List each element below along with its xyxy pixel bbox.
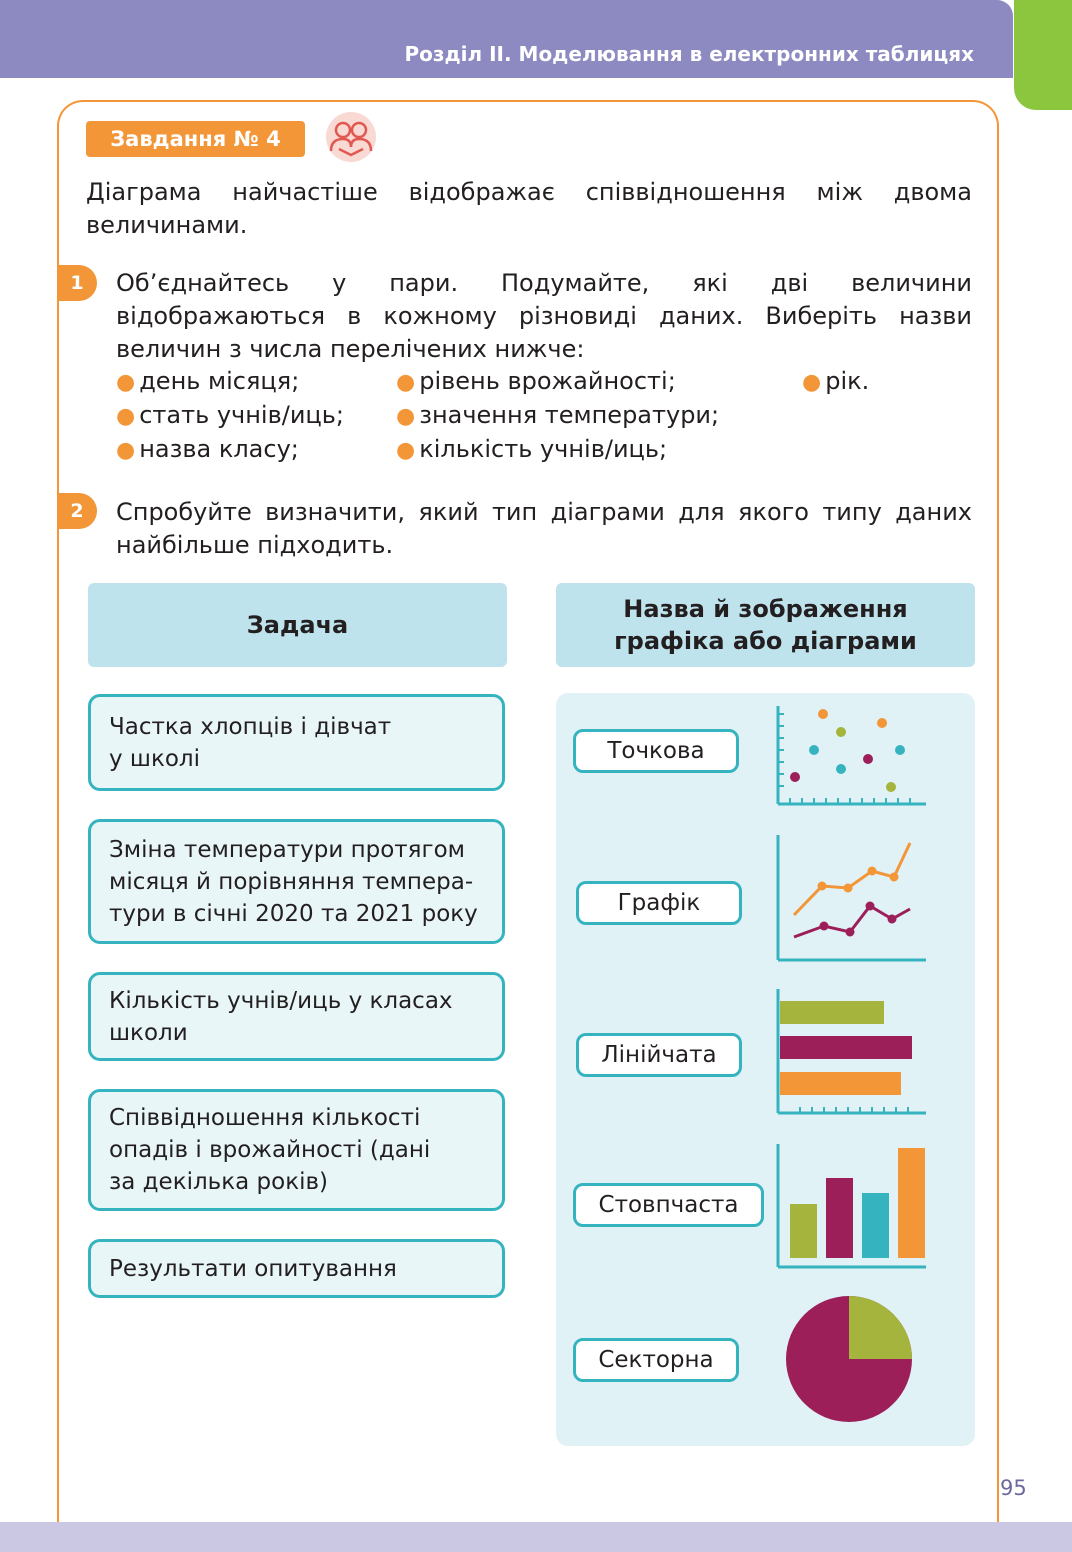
footer-bar (0, 1522, 1072, 1552)
chart-label-scatter[interactable]: Точкова (573, 729, 739, 773)
bar-magenta (780, 1036, 912, 1059)
scatter-point (790, 772, 800, 782)
chart-label-line[interactable]: Графік (576, 881, 742, 925)
chapter-tab (1014, 0, 1072, 110)
list-item: ● значення температури; (396, 401, 720, 429)
bullet-list-2 (396, 365, 719, 467)
step-2-text: Спробуйте визначити, який тип діаграми для якого типу даних найбільше підходить. (116, 498, 972, 559)
scatter-point (836, 727, 846, 737)
task-card-1[interactable]: Частка хлопців і дівчат у школі (88, 694, 505, 791)
step-1-number: 1 (57, 265, 97, 301)
bar-orange (780, 1072, 901, 1095)
line-chart-illustration (770, 833, 930, 963)
list-item: ● назва класу; (116, 435, 299, 463)
list-item: ● кількість учнів/иць; (396, 435, 668, 463)
column-magenta (826, 1178, 853, 1258)
list-item: ● стать учнів/иць; (116, 401, 344, 429)
page-number: 95 (1000, 1476, 1027, 1500)
header-bar (0, 0, 1013, 78)
pair-work-icon (325, 111, 377, 163)
scatter-point (877, 718, 887, 728)
task-card-3[interactable]: Кількість учнів/иць у класах школи (88, 972, 505, 1061)
task-card-2[interactable]: Зміна температури протягом місяця й порівняння темпера- тури в січні 2020 та 2021 року (88, 819, 505, 944)
column-header-task: Задача (88, 583, 507, 667)
column-teal (862, 1193, 889, 1258)
bar-olive (780, 1001, 884, 1024)
scatter-point (886, 782, 896, 792)
bullet-list-3 (802, 365, 869, 399)
scatter-point (895, 745, 905, 755)
list-item: ● день місяця; (116, 367, 300, 395)
scatter-point (818, 709, 828, 719)
task-intro: Діаграма найчастіше відображає співвідношення між двома величинами. (86, 178, 972, 239)
step-1-text: Об’єднайтесь у пари. Подумайте, які дві величини відображаються в кожному різновиді даних. Виберіть назви величин з числа перелічених нижче: (116, 269, 972, 363)
bar-chart-illustration (770, 986, 930, 1116)
column-chart-illustration (770, 1140, 930, 1270)
pie-slice-olive (849, 1296, 912, 1359)
list-item: ● рік. (802, 367, 870, 395)
scatter-point (809, 745, 819, 755)
step-2-number: 2 (57, 493, 97, 529)
column-orange (898, 1148, 925, 1258)
chart-label-pie[interactable]: Секторна (573, 1338, 739, 1382)
scatter-chart-illustration (770, 702, 930, 812)
task-card-5[interactable]: Результати опитування (88, 1239, 505, 1298)
column-header-chart: Назва й зображення графіка або діаграми (556, 583, 975, 667)
scatter-point (836, 764, 846, 774)
bullet-list-1 (116, 365, 344, 467)
chart-label-column[interactable]: Стовпчаста (573, 1183, 764, 1227)
task-card-4[interactable]: Співвідношення кількості опадів і врожайності (дані за декілька років) (88, 1089, 505, 1211)
pie-chart-illustration (784, 1294, 914, 1424)
chart-label-bar[interactable]: Лінійчата (576, 1033, 742, 1077)
column-olive (790, 1204, 817, 1258)
task-badge: Завдання № 4 (86, 121, 305, 157)
scatter-point (863, 754, 873, 764)
list-item: ● рівень врожайності; (396, 367, 676, 395)
section-title: Розділ II. Моделювання в електронних таблицях (404, 42, 974, 66)
